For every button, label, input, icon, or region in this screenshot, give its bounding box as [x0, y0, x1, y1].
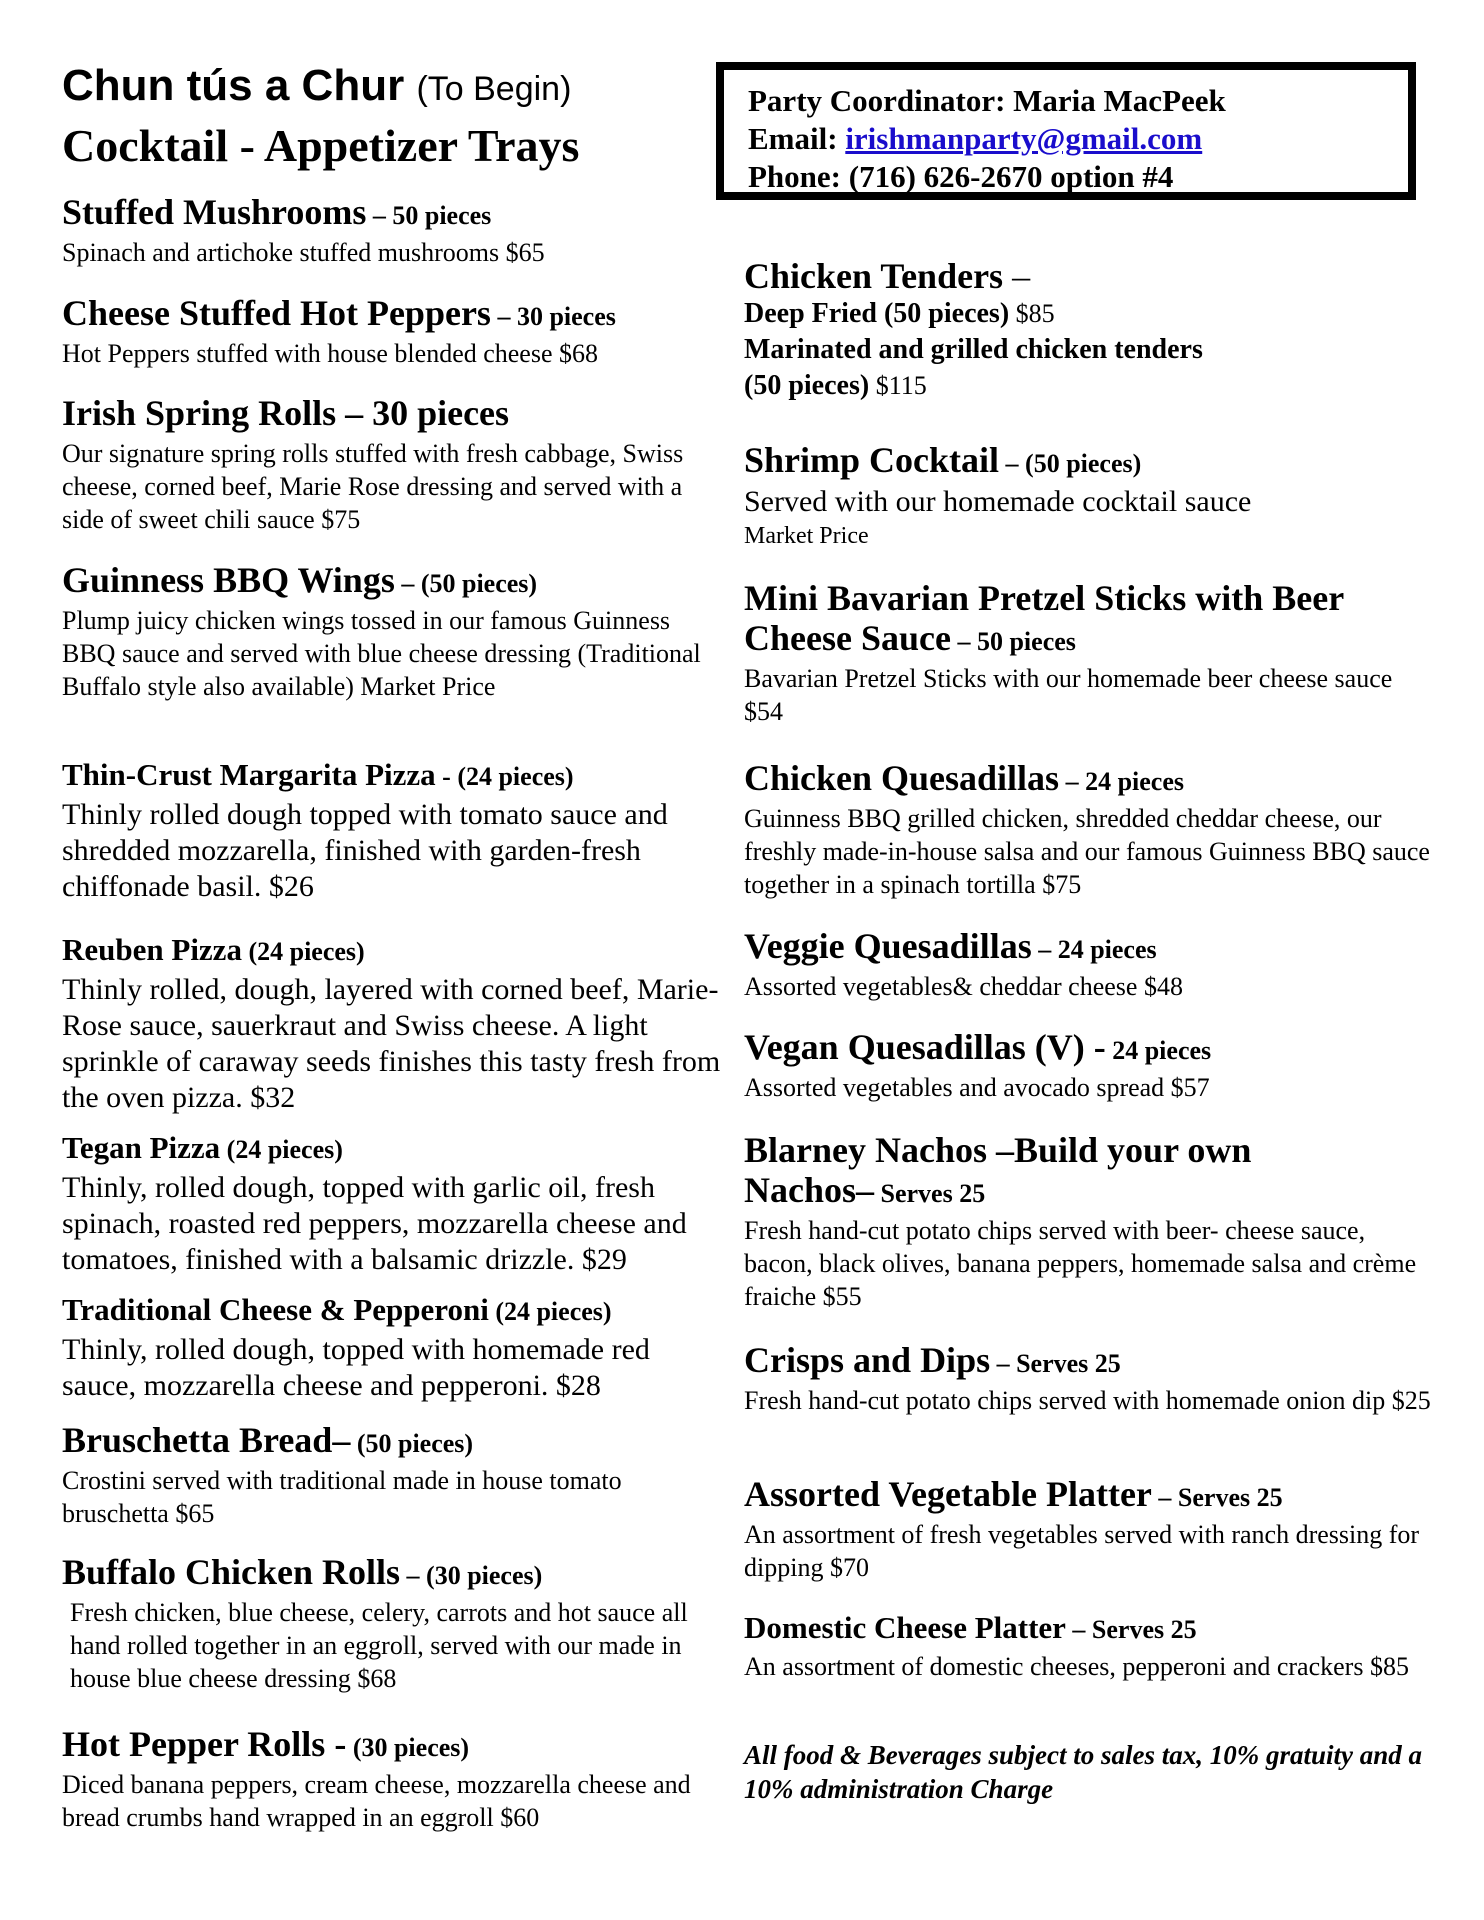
phone-line: Phone: (716) 626-2670 option #4 — [748, 159, 1174, 194]
item-qty: – (30 pieces) — [400, 1561, 543, 1590]
item-qty: – Serves 25 — [1151, 1483, 1283, 1512]
page-title — [62, 60, 571, 115]
item-name: Traditional Cheese & Pepperoni — [62, 1292, 489, 1327]
item-name: Reuben Pizza — [62, 932, 242, 967]
menu-item — [62, 560, 722, 703]
item-qty: Serves 25 — [874, 1179, 986, 1208]
item-name: Veggie Quesadillas — [744, 926, 1032, 966]
item-qty: – 30 pieces — [490, 302, 616, 331]
item-desc: Guinness BBQ grilled chicken, shredded cheddar cheese, our freshly made-in-house salsa and our famous Guinness BBQ sauce together in a spinach tortilla $75 — [744, 804, 1430, 899]
menu-item — [62, 192, 722, 269]
item-desc: An assortment of fresh vegetables served with ranch dressing for dipping $70 — [744, 1520, 1420, 1582]
item-desc: Hot Peppers stuffed with house blended cheese $68 — [62, 339, 599, 368]
item-dash: – — [1003, 256, 1031, 296]
item-desc: Fresh hand-cut potato chips served with beer- cheese sauce, bacon, black olives, banana peppers, homemade salsa and crème fraiche $55 — [744, 1216, 1417, 1311]
item-desc: Crostini served with traditional made in house tomato bruschetta $65 — [62, 1466, 622, 1528]
item-name: Guinness BBQ Wings — [62, 560, 395, 600]
item-name: Buffalo Chicken Rolls — [62, 1552, 401, 1592]
item-qty: – 50 pieces — [950, 627, 1076, 656]
item-name: Domestic Cheese Platter — [744, 1610, 1066, 1645]
contact-box — [716, 62, 1416, 200]
item-qty: – (50 pieces) — [394, 569, 538, 598]
item-desc: Our signature spring rolls stuffed with fresh cabbage, Swiss cheese, corned beef, Marie Rose dressing and served with a side of sweet chili sauce $75 — [62, 439, 684, 534]
item-desc: Spinach and artichoke stuffed mushrooms $65 — [62, 238, 545, 267]
item-desc: Bavarian Pretzel Sticks with our homemade beer cheese sauce $54 — [744, 664, 1393, 726]
grilled-qty: (50 pieces) — [744, 370, 870, 401]
menu-item — [744, 1474, 1434, 1584]
item-name: Chicken Quesadillas — [744, 758, 1060, 798]
item-name: Hot Pepper Rolls - — [62, 1724, 347, 1764]
item-name: Irish Spring Rolls – 30 pieces — [62, 393, 510, 433]
email-label: Email: — [748, 121, 838, 156]
menu-item — [62, 1420, 722, 1530]
item-name: Thin-Crust Margarita Pizza — [62, 757, 436, 792]
item-qty: – 24 pieces — [1031, 935, 1157, 964]
item-desc: Diced banana peppers, cream cheese, mozzarella cheese and bread crumbs hand wrapped in an eggroll $60 — [62, 1770, 691, 1832]
item-name: Crisps and Dips — [744, 1340, 991, 1380]
menu-item — [62, 755, 722, 905]
item-name-2: Cheese Sauce — [744, 618, 951, 658]
item-desc: Assorted vegetables and avocado spread $57 — [744, 1073, 1210, 1102]
item-name: Mini Bavarian Pretzel Sticks with Beer — [744, 578, 1345, 618]
menu-item — [62, 930, 722, 1116]
item-qty: (24 pieces) — [241, 937, 365, 966]
deep-fried-label: Deep Fried (50 pieces) — [744, 298, 1010, 329]
item-name: Bruschetta Bread– — [62, 1420, 351, 1460]
item-qty: – Serves 25 — [1065, 1615, 1197, 1644]
menu-item — [744, 758, 1434, 901]
item-desc: Fresh chicken, blue cheese, celery, carrots and hot sauce all hand rolled together in an eggroll, served with our made in house blue cheese dressing $68 — [70, 1598, 688, 1693]
item-qty: – (50 pieces) — [999, 449, 1142, 478]
item-desc: Thinly rolled, dough, layered with corned beef, Marie-Rose sauce, sauerkraut and Swiss cheese. A light sprinkle of caraway seeds finishes this tasty fresh from the oven pizza. $32 — [62, 973, 721, 1114]
item-desc-2: Market Price — [744, 523, 869, 549]
menu-item — [62, 1724, 722, 1834]
menu-item — [62, 293, 722, 370]
item-qty: (50 pieces) — [350, 1429, 474, 1458]
menu-item — [744, 1027, 1434, 1104]
email-link[interactable]: irishmanparty@gmail.com — [845, 121, 1203, 156]
item-qty: - (24 pieces) — [435, 762, 574, 791]
item-name: Tegan Pizza — [62, 1130, 221, 1165]
menu-item — [62, 1128, 722, 1278]
menu-item — [744, 440, 1434, 553]
page-subtitle: Cocktail - Appetizer Trays — [62, 120, 580, 171]
menu-item — [744, 1130, 1434, 1313]
item-name: Assorted Vegetable Platter — [744, 1474, 1152, 1514]
email-line — [748, 120, 1386, 158]
item-qty: (30 pieces) — [346, 1733, 470, 1762]
deep-fried-price: $85 — [1009, 299, 1055, 328]
item-name: Chicken Tenders — [744, 256, 1004, 296]
grilled-price: $115 — [869, 371, 927, 400]
menu-item — [744, 256, 1434, 404]
item-name: Stuffed Mushrooms — [62, 192, 367, 232]
item-desc: Fresh hand-cut potato chips served with homemade onion dip $25 — [744, 1386, 1431, 1415]
tax-gratuity-note: All food & Beverages subject to sales tax, 10% gratuity and a 10% administration Charge — [744, 1740, 1422, 1804]
menu-item — [744, 1608, 1434, 1683]
item-qty: – Serves 25 — [990, 1349, 1121, 1378]
coordinator-line: Party Coordinator: Maria MacPeek — [748, 83, 1226, 118]
menu-item — [62, 1552, 722, 1695]
item-desc: An assortment of domestic cheeses, pepperoni and crackers $85 — [744, 1652, 1409, 1681]
menu-item — [744, 1340, 1434, 1417]
item-name-2: Nachos– — [744, 1170, 875, 1210]
grilled-label: Marinated and grilled chicken tenders — [744, 334, 1203, 365]
item-desc — [744, 296, 1434, 404]
title-english: (To Begin) — [416, 70, 572, 108]
item-desc: Plump juicy chicken wings tossed in our famous Guinness BBQ sauce and served with blue cheese dressing (Traditional Buffalo style also available) Market Price — [62, 606, 701, 701]
menu-item — [744, 926, 1434, 1003]
menu-item — [62, 393, 722, 536]
item-name: Vegan Quesadillas (V) - — [744, 1027, 1106, 1067]
item-desc: Served with our homemade cocktail sauce — [744, 485, 1252, 518]
item-name: Shrimp Cocktail — [744, 440, 1000, 480]
item-name: Cheese Stuffed Hot Peppers — [62, 293, 491, 333]
item-qty: – 50 pieces — [366, 201, 492, 230]
title-irish: Chun tús a Chur — [62, 61, 405, 110]
item-qty: 24 pieces — [1105, 1036, 1212, 1065]
item-qty: – 24 pieces — [1059, 767, 1184, 796]
item-desc: Assorted vegetables& cheddar cheese $48 — [744, 972, 1183, 1001]
item-desc: Thinly, rolled dough, topped with homemade red sauce, mozzarella cheese and pepperoni. $28 — [62, 1333, 650, 1402]
item-name: Blarney Nachos –Build your own — [744, 1130, 1252, 1170]
item-desc: Thinly rolled dough topped with tomato sauce and shredded mozzarella, finished with garden-fresh chiffonade basil. $26 — [62, 798, 668, 903]
menu-item — [744, 578, 1434, 728]
item-qty: (24 pieces) — [220, 1135, 343, 1164]
item-qty: (24 pieces) — [488, 1297, 612, 1326]
item-desc: Thinly, rolled dough, topped with garlic oil, fresh spinach, roasted red peppers, mozzarella cheese and tomatoes, finished with a balsamic drizzle. $29 — [62, 1171, 687, 1276]
menu-item — [62, 1290, 722, 1404]
